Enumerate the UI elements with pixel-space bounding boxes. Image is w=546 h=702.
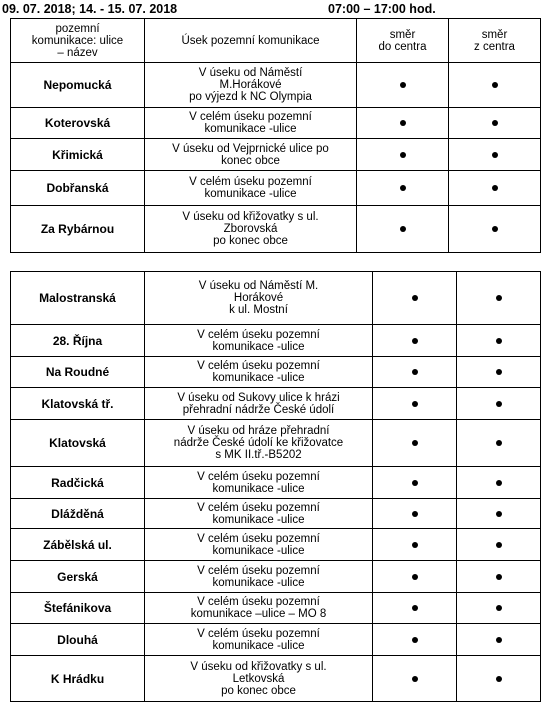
direction-to-center-marker-cell [373, 420, 457, 467]
bullet-dot-icon [412, 511, 418, 517]
segment-description: V úseku od hráze přehradní nádrže České údolí ke křižovatce s MK II.tř.-B5202 [145, 420, 373, 467]
road-name: Za Rybárnou [11, 206, 145, 253]
segment-description: V úseku od Náměstí M. Horákové k ul. Mostní [145, 272, 373, 325]
road-name: 28. Října [11, 325, 145, 357]
direction-from-center-marker-cell [457, 624, 541, 656]
direction-to-center-marker-cell [357, 206, 449, 253]
direction-from-center-marker-cell [457, 420, 541, 467]
header-bar [2, 2, 544, 18]
road-name: Zábělská ul. [11, 529, 145, 561]
direction-from-center-marker-cell [457, 388, 541, 420]
column-header-from-center: směr z centra [449, 19, 541, 63]
column-header-to-center: směr do centra [357, 19, 449, 63]
segment-description: V celém úseku pozemní komunikace -ulice [145, 499, 373, 529]
table-row [11, 593, 541, 624]
segment-description: V celém úseku pozemní komunikace –ulice – MO 8 [145, 593, 373, 624]
road-name: Dobřanská [11, 171, 145, 206]
bullet-dot-icon [496, 401, 502, 407]
bullet-dot-icon [492, 226, 498, 232]
direction-to-center-marker-cell [357, 63, 449, 108]
bullet-dot-icon [496, 480, 502, 486]
column-header-road: pozemní komunikace: ulice – název [11, 19, 145, 63]
road-name: Na Roudné [11, 357, 145, 388]
direction-to-center-marker-cell [373, 561, 457, 593]
segment-description: V úseku od Vejprnické ulice po konec obce [145, 139, 357, 171]
direction-to-center-marker-cell [373, 325, 457, 357]
segment-description: V celém úseku pozemní komunikace -ulice [145, 325, 373, 357]
road-name: K Hrádku [11, 656, 145, 702]
direction-to-center-marker-cell [373, 388, 457, 420]
closure-hours: 07:00 – 17:00 hod. [328, 2, 436, 16]
bullet-dot-icon [400, 82, 406, 88]
direction-to-center-marker-cell [373, 467, 457, 499]
road-name: Koterovská [11, 108, 145, 139]
bullet-dot-icon [496, 637, 502, 643]
bullet-dot-icon [400, 226, 406, 232]
bullet-dot-icon [496, 676, 502, 682]
direction-to-center-marker-cell [373, 272, 457, 325]
table-row [11, 272, 541, 325]
direction-from-center-marker-cell [449, 139, 541, 171]
table-row [11, 325, 541, 357]
direction-from-center-marker-cell [457, 357, 541, 388]
bullet-dot-icon [412, 605, 418, 611]
direction-to-center-marker-cell [373, 624, 457, 656]
direction-from-center-marker-cell [449, 171, 541, 206]
bullet-dot-icon [496, 295, 502, 301]
table-row [11, 656, 541, 702]
direction-from-center-marker-cell [457, 272, 541, 325]
road-name: Štefánikova [11, 593, 145, 624]
segment-description: V celém úseku pozemní komunikace -ulice [145, 624, 373, 656]
table-row [11, 624, 541, 656]
direction-from-center-marker-cell [457, 656, 541, 702]
table-row [11, 467, 541, 499]
road-name: Dlouhá [11, 624, 145, 656]
direction-from-center-marker-cell [449, 206, 541, 253]
direction-to-center-marker-cell [373, 357, 457, 388]
bullet-dot-icon [412, 338, 418, 344]
direction-from-center-marker-cell [457, 325, 541, 357]
segment-description: V úseku od Sukovy ulice k hrázi přehradní nádrže České údolí [145, 388, 373, 420]
table-header-row [11, 19, 541, 63]
segment-description: V celém úseku pozemní komunikace -ulice [145, 467, 373, 499]
table-row [11, 388, 541, 420]
road-name: Dlážděná [11, 499, 145, 529]
segment-description: V celém úseku pozemní komunikace -ulice [145, 357, 373, 388]
road-name: Gerská [11, 561, 145, 593]
direction-from-center-marker-cell [457, 499, 541, 529]
table-row [11, 357, 541, 388]
table-row [11, 499, 541, 529]
table-row [11, 420, 541, 467]
segment-description: V úseku od křižovatky s ul. Zborovská po konec obce [145, 206, 357, 253]
closures-table-1 [10, 18, 541, 253]
table-row [11, 529, 541, 561]
bullet-dot-icon [496, 542, 502, 548]
bullet-dot-icon [492, 185, 498, 191]
table-row [11, 108, 541, 139]
bullet-dot-icon [412, 295, 418, 301]
bullet-dot-icon [492, 152, 498, 158]
segment-description: V celém úseku pozemní komunikace -ulice [145, 561, 373, 593]
direction-to-center-marker-cell [373, 593, 457, 624]
table-row [11, 171, 541, 206]
road-name: Křimická [11, 139, 145, 171]
bullet-dot-icon [412, 574, 418, 580]
bullet-dot-icon [412, 401, 418, 407]
bullet-dot-icon [412, 440, 418, 446]
table-row [11, 139, 541, 171]
segment-description: V úseku od Náměstí M.Horákové po výjezd k NC Olympia [145, 63, 357, 108]
bullet-dot-icon [412, 369, 418, 375]
direction-to-center-marker-cell [373, 656, 457, 702]
direction-to-center-marker-cell [373, 499, 457, 529]
bullet-dot-icon [400, 120, 406, 126]
segment-description: V celém úseku pozemní komunikace -ulice [145, 171, 357, 206]
column-header-segment: Úsek pozemní komunikace [145, 19, 357, 63]
bullet-dot-icon [412, 637, 418, 643]
closures-table-2 [10, 271, 541, 702]
bullet-dot-icon [496, 440, 502, 446]
direction-to-center-marker-cell [357, 139, 449, 171]
table-row [11, 206, 541, 253]
segment-description: V úseku od křižovatky s ul. Letkovská po konec obce [145, 656, 373, 702]
closure-dates: 09. 07. 2018; 14. - 15. 07. 2018 [2, 2, 178, 16]
bullet-dot-icon [492, 82, 498, 88]
bullet-dot-icon [412, 676, 418, 682]
road-name: Malostranská [11, 272, 145, 325]
bullet-dot-icon [400, 185, 406, 191]
road-name: Klatovská tř. [11, 388, 145, 420]
direction-to-center-marker-cell [357, 108, 449, 139]
road-name: Klatovská [11, 420, 145, 467]
direction-from-center-marker-cell [457, 593, 541, 624]
direction-to-center-marker-cell [357, 171, 449, 206]
direction-from-center-marker-cell [457, 561, 541, 593]
bullet-dot-icon [496, 338, 502, 344]
direction-from-center-marker-cell [449, 63, 541, 108]
road-name: Nepomucká [11, 63, 145, 108]
direction-from-center-marker-cell [457, 529, 541, 561]
direction-from-center-marker-cell [457, 467, 541, 499]
direction-from-center-marker-cell [449, 108, 541, 139]
bullet-dot-icon [496, 369, 502, 375]
table-row [11, 63, 541, 108]
bullet-dot-icon [412, 542, 418, 548]
road-name: Radčická [11, 467, 145, 499]
bullet-dot-icon [492, 120, 498, 126]
table-row [11, 561, 541, 593]
bullet-dot-icon [412, 480, 418, 486]
bullet-dot-icon [496, 605, 502, 611]
segment-description: V celém úseku pozemní komunikace -ulice [145, 529, 373, 561]
bullet-dot-icon [496, 574, 502, 580]
segment-description: V celém úseku pozemní komunikace -ulice [145, 108, 357, 139]
bullet-dot-icon [400, 152, 406, 158]
bullet-dot-icon [496, 511, 502, 517]
direction-to-center-marker-cell [373, 529, 457, 561]
